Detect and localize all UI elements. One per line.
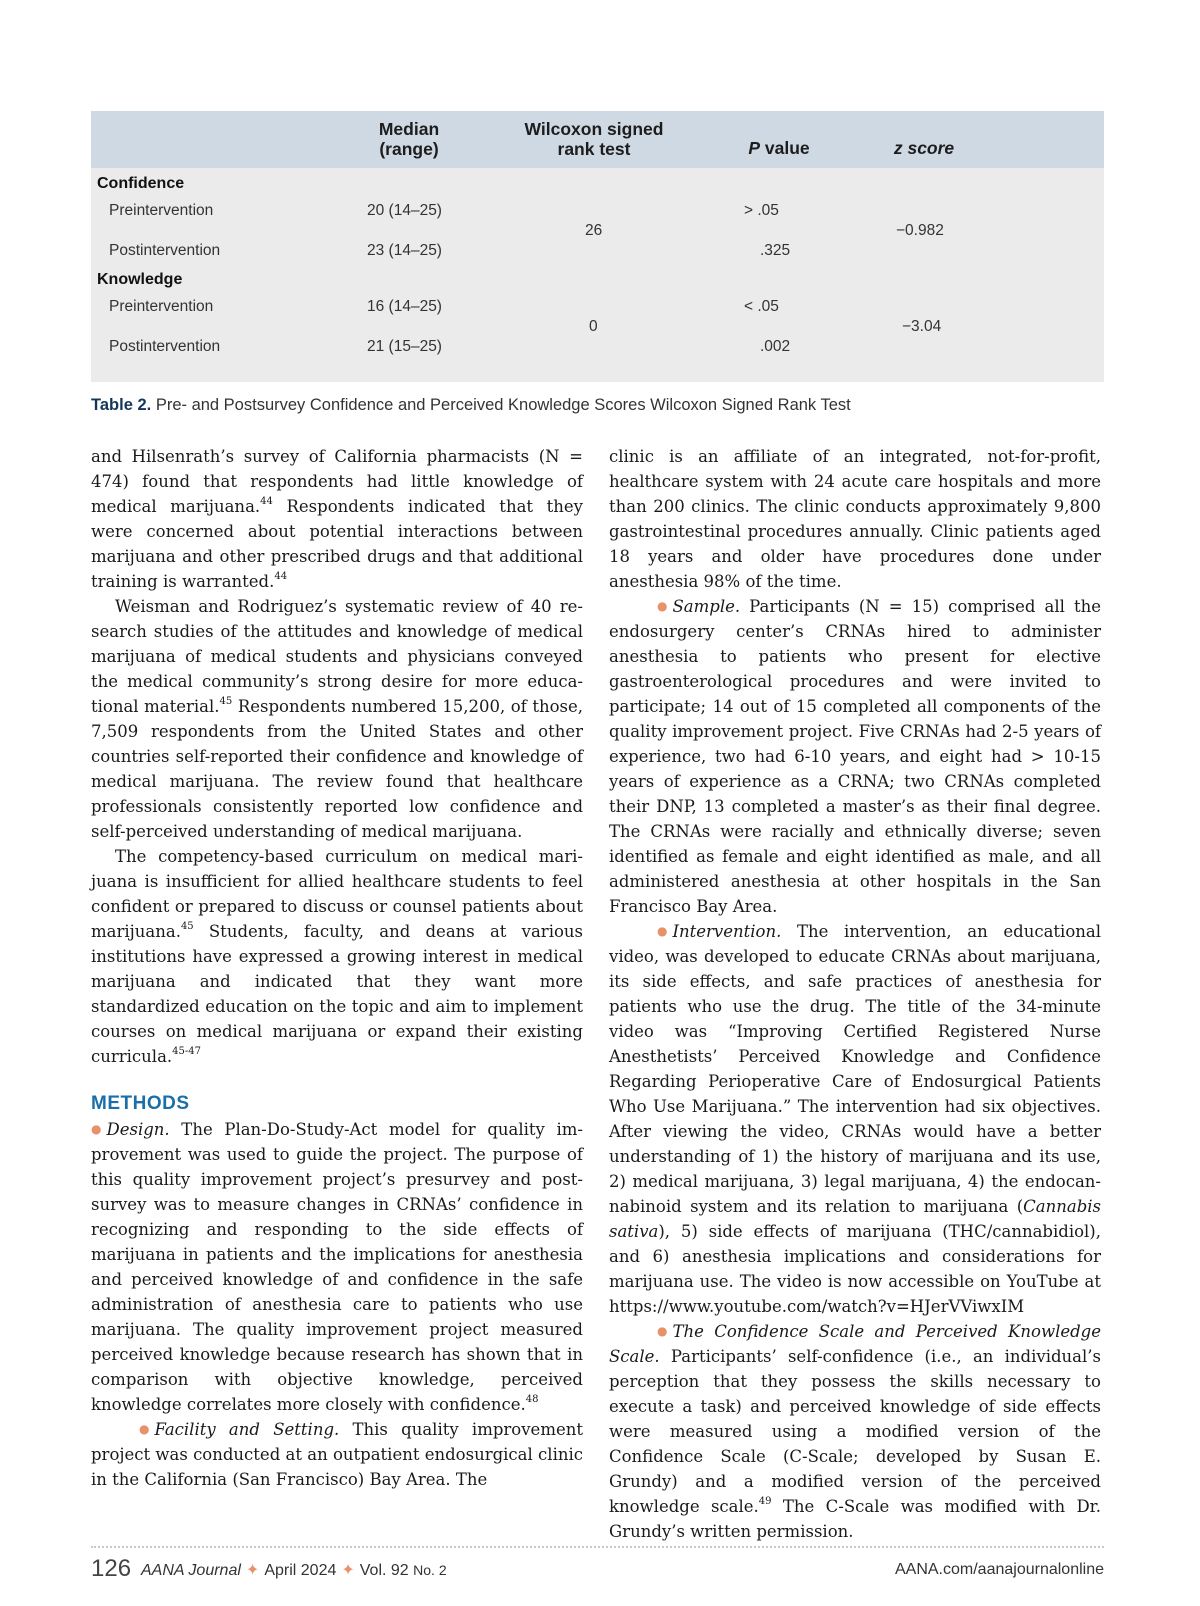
paragraph: [91, 444, 583, 594]
paragraph: [91, 844, 583, 1069]
citation: 49: [758, 1496, 772, 1507]
text: This quality improvement project was conducted at an outpatient endosurgical clinic in the California (San Francisco) Bay Area. The: [91, 1420, 583, 1489]
bullet-icon: ●: [139, 1422, 150, 1436]
footer-divider: [91, 1546, 1104, 1548]
cell-wilcoxon: 26: [585, 222, 603, 239]
header-p-value: [729, 138, 829, 158]
run-in-heading: The Confidence Scale and Perceived Knowledge Scale.: [609, 1322, 1101, 1366]
left-column: [91, 444, 583, 1492]
row-label: Preintervention: [109, 202, 214, 219]
cell-median: 23 (14–25): [367, 242, 442, 259]
group-confidence: Confidence: [97, 175, 185, 192]
header-wilcoxon: [509, 119, 679, 159]
paragraph-facility: [91, 1417, 583, 1492]
paragraph: clinic is an affiliate of an integrated, not-for-profit, healthcare system with 24 acute care hospitals and more than 200 clinics. The clinic conducts approximately 9,800 gastrointestinal procedures annually. Clinic patients aged 18 years and older have procedures done under anesthesia 98% of the time.: [609, 447, 1101, 591]
run-in-heading: Sample.: [672, 597, 741, 616]
text: Participants (N = 15) comprised all the endosurgery center’s CRNAs hired to administer anesthesia to patients who present for elective gastroenterological procedures and were invited to participate; 14 out of 15 completed all components of the quality improvement project. Five CRNAs had 2-5 years of experience, two had 6-10 years, and eight had > 10-15 years of experience as a CRNA; two CRNAs completed their DNP, 13 completed a master’s as their final degree. The CRNAs were racially and ethnically diverse; seven identified as female and eight identified as male, and all administered anesthesia at other hospitals in the San Francisco Bay Area.: [609, 597, 1101, 916]
header-p-rest: value: [760, 138, 810, 158]
issue-number: No. 2: [413, 1562, 447, 1578]
header-median: [359, 119, 459, 159]
text: Respondents numbered 15,200, of those, 7,509 respondents from the United States and other countries self-reported their confidence and knowledge of medical marijuana. The review found that healthcare professionals consistently reported low confidence and self-perceived understanding of medical marijuana.: [91, 697, 584, 841]
bullet-icon: ●: [657, 599, 668, 613]
journal-name: AANA Journal: [141, 1562, 241, 1579]
italic-text: Cannabis sativa: [609, 1197, 1101, 1241]
text: Weisman and Rodriguez’s systematic review of 40 research studies of the attitudes and knowledge of medical marijuana of medical students and physicians conveyed the medical community’s strong desire for more educational material.: [91, 597, 583, 716]
text: The C-Scale was modified with Dr. Grundy’s written permission.: [609, 1497, 1101, 1541]
text: Students, faculty, and deans at various institutions have expressed a growing interest in medical marijuana and indicated that they want more standardized education on the topic and aim to implement courses on medical marijuana or expand their existing curricula.: [91, 922, 583, 1066]
volume: Vol. 92: [359, 1562, 409, 1579]
cell-z-score: −0.982: [896, 222, 944, 239]
text: Respondents indicated that they were concerned about potential interactions between marijuana and other prescribed drugs and that additional training is warranted.: [91, 497, 583, 591]
bullet-icon: ●: [91, 1122, 102, 1136]
header-median-line1: Median: [378, 119, 440, 139]
citation: 45: [180, 921, 194, 932]
cell-z-score: −3.04: [902, 318, 942, 335]
cell-p-value: > .05: [744, 202, 779, 219]
group-knowledge: Knowledge: [97, 271, 183, 288]
header-wilcoxon-line1: Wilcoxon signed: [524, 119, 664, 139]
row-label: Preintervention: [109, 298, 214, 315]
header-z-score: [874, 138, 974, 158]
header-median-line2: (range): [379, 139, 439, 159]
bullet-icon: ●: [657, 924, 668, 938]
paragraph-sample: [609, 594, 1101, 919]
row-label: Postintervention: [109, 242, 221, 259]
cell-median: 16 (14–25): [367, 298, 442, 315]
journal-info: [141, 1560, 447, 1581]
text: The Plan-Do-Study-Act model for quality improvement was used to guide the project. The purpose of this quality improvement project’s presurvey and postsurvey was to measure changes in CRNAs’ confidence in recognizing and responding to the side effects of marijuana in patients and the implications for anesthesia and perceived knowledge of and confidence in the safe administration of anesthesia care to patients who use marijuana. The quality improvement project measured perceived knowledge because research has shown that in comparison with objective knowledge, perceived knowledge correlates more closely with confidence.: [91, 1120, 583, 1414]
text: and Hilsenrath’s survey of California pharmacists (N = 474) found that respondents had little knowledge of medical marijuana.: [91, 447, 583, 516]
cell-p-value: .325: [760, 242, 791, 259]
table-header: [91, 111, 1104, 168]
methods-heading: METHODS: [91, 1093, 190, 1114]
cell-p-value: < .05: [744, 298, 779, 315]
citation: 48: [525, 1394, 539, 1405]
separator-icon: ✦: [245, 1562, 260, 1579]
text: The intervention, an educational video, was developed to educate CRNAs about marijuana, its side effects, and safe practices of anesthesia for patients who use the drug. The title of the 34-minute video was “Improving Certified Registered Nurse Anesthetists’ Perceived Knowledge and Confidence Regarding Perioperative Care of Endosurgical Patients Who Use Marijuana.” The intervention had six objectives. After viewing the video, CRNAs would have a better understanding of 1) the history of marijuana and its use, 2) medical marijuana, 3) legal marijuana, 4) the endocannabinoid system and its relation to marijuana (: [609, 922, 1101, 1216]
cell-median: 21 (15–25): [367, 338, 442, 355]
page-number: 126: [91, 1555, 132, 1582]
header-wilcoxon-line2: rank test: [557, 139, 631, 159]
paragraph: [91, 594, 583, 844]
caption-label: Table 2.: [91, 396, 152, 414]
text: ), 5) side effects of marijuana (THC/cannabidiol), and 6) anesthesia implications and considerations for marijuana use. The video is now accessible on YouTube at https://www.youtube.com/watch?v=HJerVViwxIM: [609, 1222, 1101, 1316]
run-in-heading: Facility and Setting.: [154, 1420, 340, 1439]
citation: 45-47: [172, 1046, 201, 1057]
run-in-heading: Design.: [106, 1120, 170, 1139]
page-footer: [91, 1554, 1104, 1584]
paragraph-intervention: [609, 919, 1101, 1319]
paragraph-design: [91, 1117, 583, 1417]
issue-date: April 2024: [264, 1562, 337, 1579]
bullet-icon: ●: [657, 1324, 668, 1338]
separator-icon: ✦: [341, 1562, 355, 1579]
caption-text: Pre- and Postsurvey Confidence and Perceived Knowledge Scores Wilcoxon Signed Rank Test: [155, 396, 851, 414]
row-label: Postintervention: [109, 338, 221, 355]
cell-median: 20 (14–25): [367, 202, 442, 219]
cell-p-value: .002: [760, 338, 791, 355]
journal-url[interactable]: AANA.com/aanajournalonline: [894, 1561, 1104, 1578]
cell-wilcoxon: 0: [589, 318, 598, 335]
citation: 44: [274, 571, 288, 582]
text: Participants’ self-confidence (i.e., an individual’s perception that they possess the skills necessary to execute a task) and perceived knowledge of side effects were measured using a modified version of the Confidence Scale (C-Scale; developed by Susan E. Grundy) and a modified version of the perceived knowledge scale.: [609, 1347, 1101, 1516]
table-caption: [91, 395, 851, 415]
stats-table: [91, 111, 1104, 382]
run-in-heading: Intervention.: [672, 922, 782, 941]
header-p-italic: P: [748, 138, 761, 158]
right-column: [609, 444, 1101, 1544]
header-z-text: z score: [893, 138, 955, 158]
citation: 45: [219, 696, 233, 707]
text: The competency-based curriculum on medical marijuana is insufficient for allied healthcare students to feel confident or prepared to discuss or counsel patients about marijuana.: [91, 847, 583, 941]
paragraph-scale: [609, 1319, 1101, 1544]
citation: 44: [260, 496, 273, 507]
